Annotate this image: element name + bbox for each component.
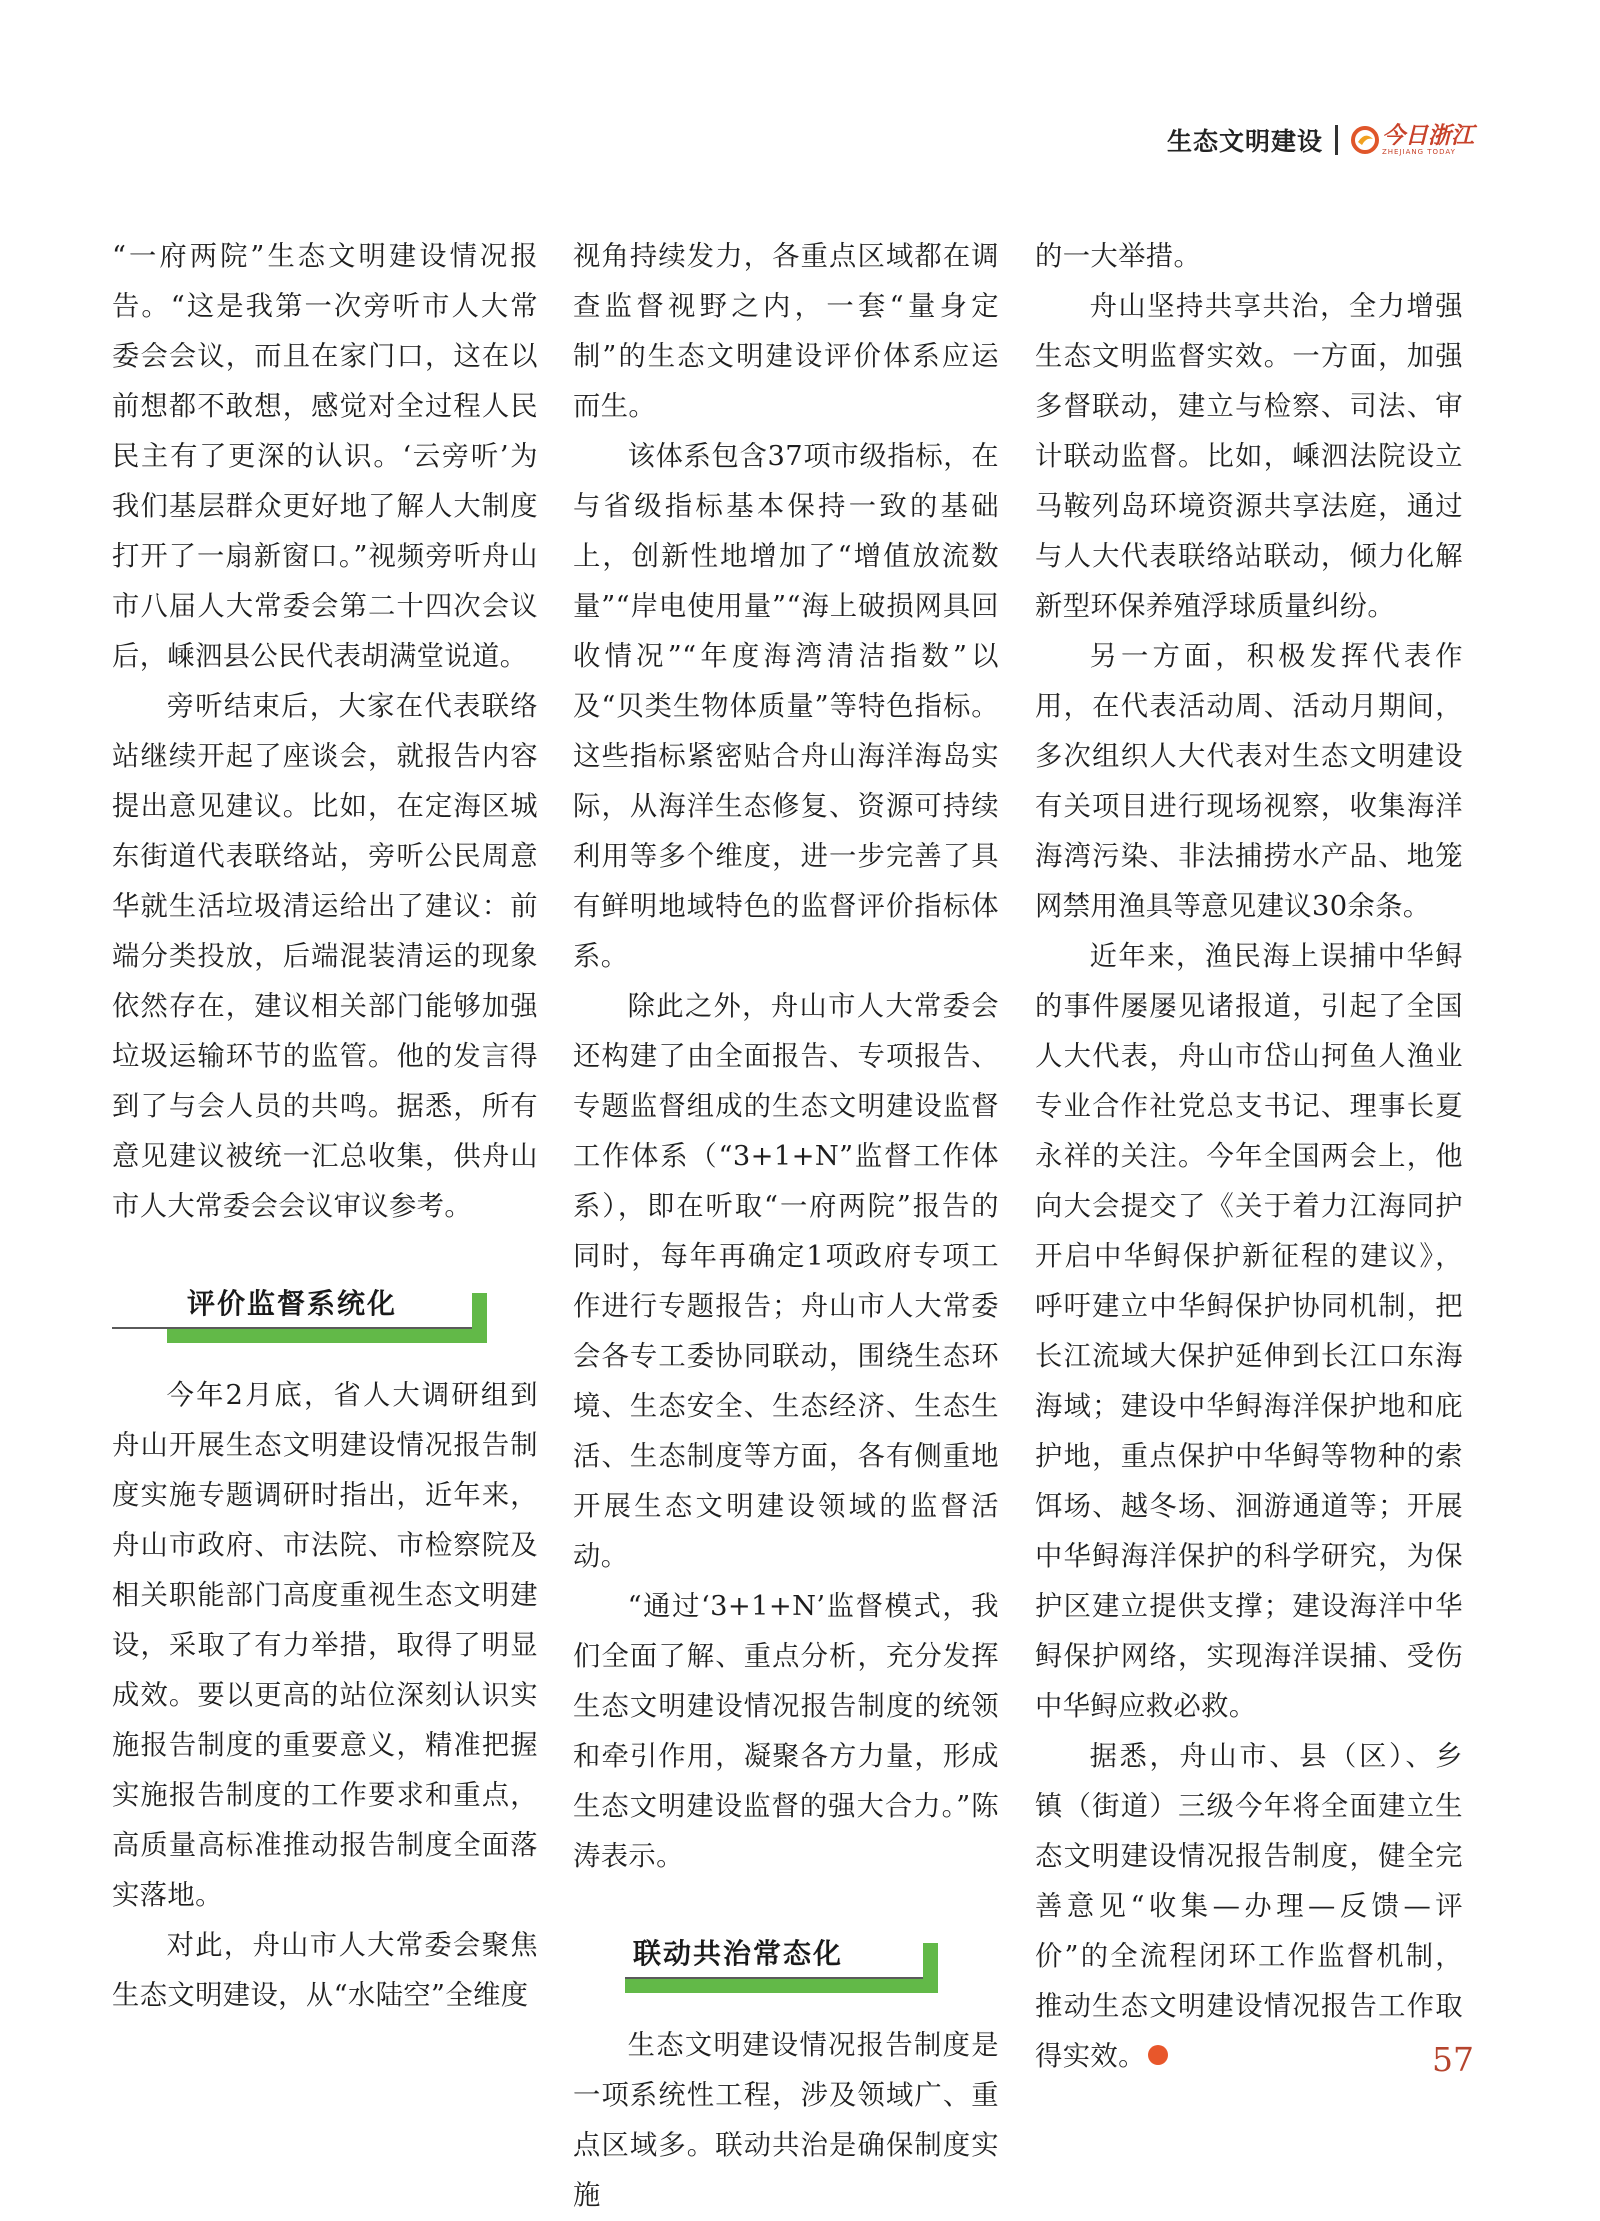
subheading-title: 联动共治常态化 bbox=[633, 1937, 844, 1970]
logo-swirl-icon bbox=[1350, 125, 1380, 155]
paragraph: 旁听结束后，大家在代表联络站继续开起了座谈会，就报告内容提出意见建议。比如，在定海区城东街道代表联络站，旁听公民周意华就生活垃圾清运给出了建议：前端分类投放，后端混装清运的现象依然存在，建议相关部门能够加强垃圾运输环节的监管。他的发言得到了与会人员的共鸣。据悉，所有意见建议被统一汇总收集，供舟山市人大常委会会议审议参考。 bbox=[112, 691, 538, 1222]
paragraph: 舟山坚持共享共治，全力增强生态文明监督实效。一方面，加强多督联动，建立与检察、司法、审计联动监督。比如，嵊泗法院设立马鞍列岛环境资源共享法庭，通过与人大代表联络站联动，倾力化解新型环保养殖浮球质量纠纷。 bbox=[1035, 291, 1463, 622]
paragraph: 的一大举措。 bbox=[1035, 241, 1202, 272]
paragraph: 对此，舟山市人大常委会聚焦生态文明建设，从“水陆空”全维度 bbox=[112, 1930, 538, 2011]
column-1 bbox=[112, 232, 538, 2021]
column-2 bbox=[573, 232, 999, 2221]
magazine-logo bbox=[1350, 121, 1474, 157]
logo-english-text: ZHEJIANG TODAY bbox=[1382, 147, 1456, 156]
subheading-title: 评价监督系统化 bbox=[186, 1287, 397, 1320]
paragraph: 生态文明建设情况报告制度是一项系统性工程，涉及领域广、重点区域多。联动共治是确保制度实施 bbox=[573, 2030, 999, 2211]
subheading-box bbox=[112, 1277, 472, 1329]
paragraph: 今年2月底，省人大调研组到舟山开展生态文明建设情况报告制度实施专题调研时指出，近年来，舟山市政府、市法院、市检察院及相关职能部门高度重视生态文明建设，采取了有力举措，取得了明显成效。要以更高的站位深刻认识实施报告制度的重要意义，精准把握实施报告制度的工作要求和重点，高质量高标准推动报告制度全面落实落地。 bbox=[112, 1380, 538, 1911]
end-mark-icon bbox=[1148, 2045, 1168, 2065]
paragraph-text: 据悉，舟山市、县（区）、乡镇（街道）三级今年将全面建立生态文明建设情况报告制度，健全完善意见“收集—办理—反馈—评价”的全流程闭环工作监督机制，推动生态文明建设情况报告工作取得实效。 bbox=[1035, 1741, 1463, 2072]
paragraph: “一府两院”生态文明建设情况报告。“这是我第一次旁听市人大常委会会议，而且在家门口，这在以前想都不敢想，感觉对全过程人民民主有了更深的认识。‘云旁听’为我们基层群众更好地了解人大制度打开了一扇新窗口。”视频旁听舟山市八届人大常委会第二十四次会议后，嵊泗县公民代表胡满堂说道。 bbox=[112, 241, 538, 672]
page-header bbox=[1167, 118, 1474, 162]
subheading-box bbox=[625, 1927, 923, 1979]
header-divider bbox=[1335, 125, 1338, 155]
paragraph: 除此之外，舟山市人大常委会还构建了由全面报告、专项报告、专题监督组成的生态文明建设监督工作体系（“3+1+N”监督工作体系），即在听取“一府两院”报告的同时，每年再确定1项政府专项工作进行专题报告；舟山市人大常委会各专工委协同联动，围绕生态环境、生态安全、生态经济、生态生活、生态制度等方面，各有侧重地开展生态文明建设领域的监督活动。 bbox=[573, 991, 999, 1572]
paragraph-final bbox=[1035, 1732, 1463, 2082]
column-3 bbox=[1035, 232, 1491, 2082]
paragraph: “通过‘3+1+N’监督模式，我们全面了解、重点分析，充分发挥生态文明建设情况报告制度的统领和牵引作用，凝聚各方力量，形成生态文明建设监督的强大合力。”陈涛表示。 bbox=[573, 1591, 999, 1872]
subheading-linkage bbox=[573, 1915, 999, 2005]
paragraph: 该体系包含37项市级指标，在与省级指标基本保持一致的基础上，创新性地增加了“增值放流数量”“岸电使用量”“海上破损网具回收情况”“年度海湾清洁指数”以及“贝类生物体质量”等特色指标。这些指标紧密贴合舟山海洋海岛实际，从海洋生态修复、资源可持续利用等多个维度，进一步完善了具有鲜明地域特色的监督评价指标体系。 bbox=[573, 441, 999, 972]
subheading-evaluation bbox=[112, 1265, 538, 1355]
paragraph: 视角持续发力，各重点区域都在调查监督视野之内，一套“量身定制”的生态文明建设评价体系应运而生。 bbox=[573, 241, 999, 422]
page-number: 57 bbox=[1432, 2040, 1474, 2079]
logo-chinese-text: 今日浙江 bbox=[1382, 121, 1474, 149]
section-name: 生态文明建设 bbox=[1166, 127, 1323, 156]
paragraph: 近年来，渔民海上误捕中华鲟的事件屡屡见诸报道，引起了全国人大代表，舟山市岱山抲鱼人渔业专业合作社党总支书记、理事长夏永祥的关注。今年全国两会上，他向大会提交了《关于着力江海同护 开启中华鲟保护新征程的建议》，呼吁建立中华鲟保护协同机制，把长江流域大保护延伸到长江口东海海域；建设中华鲟海洋保护地和庇护地，重点保护中华鲟等物种的索饵场、越冬场、洄游通道等；开展中华鲟海洋保护的科学研究，为保护区建立提供支撑；建设海洋中华鲟保护网络，实现海洋误捕、受伤中华鲟应救必救。 bbox=[1035, 941, 1491, 1722]
paragraph: 另一方面，积极发挥代表作用，在代表活动周、活动月期间，多次组织人大代表对生态文明建设有关项目进行现场视察，收集海洋海湾污染、非法捕捞水产品、地笼网禁用渔具等意见建议30余条。 bbox=[1035, 641, 1463, 922]
